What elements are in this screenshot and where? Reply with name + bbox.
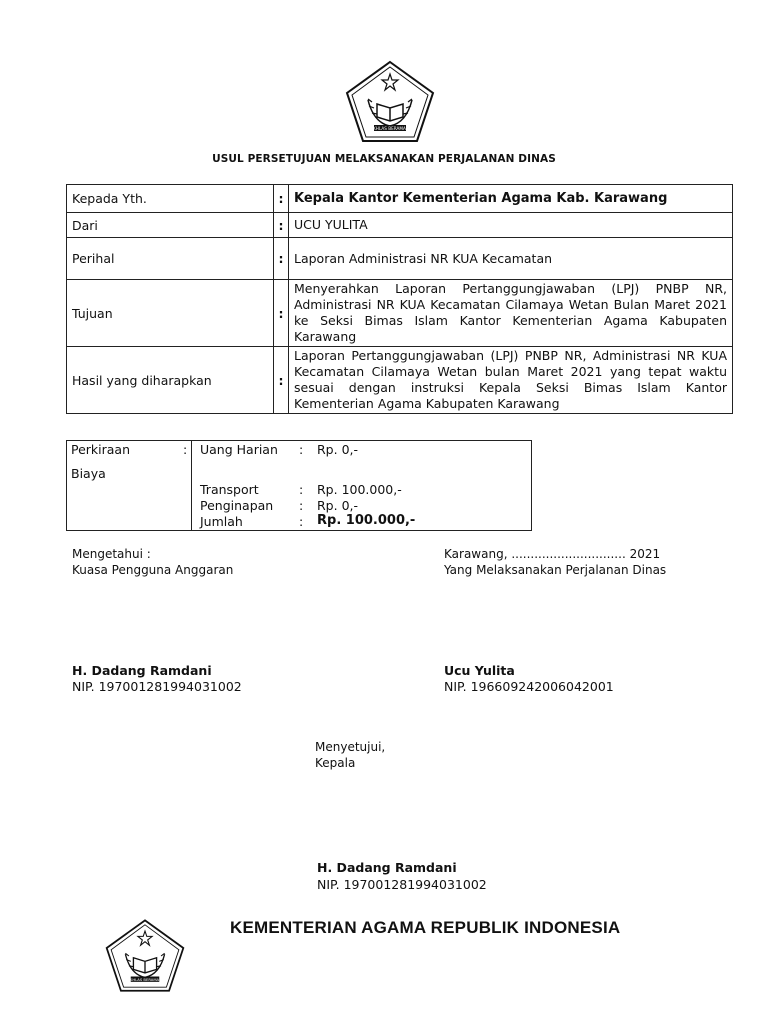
table-row xyxy=(67,185,733,213)
cost-label-line2: Biaya xyxy=(71,466,106,481)
kementerian-agama-logo xyxy=(344,60,436,144)
table-row xyxy=(67,280,733,347)
left-signer-name: H. Dadang Ramdani xyxy=(72,663,212,678)
label-dari: Dari xyxy=(67,213,274,238)
item-transport: Transport xyxy=(200,482,259,497)
ministry-title: KEMENTERIAN AGAMA REPUBLIK INDONESIA xyxy=(230,918,621,937)
label-tujuan: Tujuan xyxy=(67,280,274,347)
item-jumlah: Jumlah xyxy=(200,514,243,529)
item-uang-harian: Uang Harian xyxy=(200,442,278,457)
cost-estimate-box xyxy=(66,440,532,531)
colon: : xyxy=(299,498,304,513)
colon: : xyxy=(299,442,304,457)
amount-transport: Rp. 100.000,- xyxy=(317,482,402,497)
center-sign-line2: Kepala xyxy=(315,756,356,770)
table-row xyxy=(67,238,733,280)
colon: : xyxy=(274,185,289,213)
amount-jumlah: Rp. 100.000,- xyxy=(317,513,416,528)
colon: : xyxy=(274,238,289,280)
logo-motto: IKHLAS BERAMAL xyxy=(371,126,409,131)
colon: : xyxy=(274,280,289,347)
center-signer-name: H. Dadang Ramdani xyxy=(317,860,457,875)
cost-label-line1: Perkiraan xyxy=(71,442,131,457)
right-sign-line2: Yang Melaksanakan Perjalanan Dinas xyxy=(444,563,667,577)
info-table xyxy=(66,184,733,414)
label-hasil: Hasil yang diharapkan xyxy=(67,347,274,414)
table-row xyxy=(67,347,733,414)
colon: : xyxy=(274,347,289,414)
left-signer-nip: NIP. 197001281994031002 xyxy=(72,679,242,694)
kementerian-agama-logo-footer xyxy=(104,918,186,994)
item-penginapan: Penginapan xyxy=(200,498,274,513)
colon: : xyxy=(183,442,188,457)
label-kepada: Kepada Yth. xyxy=(67,185,274,213)
right-sign-line1: Karawang, .............................. 2021 xyxy=(444,547,661,561)
value-tujuan: Menyerahkan Laporan Pertanggungjawaban (LPJ) PNBP NR, Administrasi NR KUA Kecamatan Cilamaya Wetan Bulan Maret 2021 ke Seksi Bimas Islam Kantor Kementerian Agama Kabupaten Karawang xyxy=(289,280,733,347)
logo-motto: IKHLAS BERAMAL xyxy=(128,977,162,982)
colon: : xyxy=(274,213,289,238)
center-signer-nip: NIP. 197001281994031002 xyxy=(317,877,487,892)
amount-penginapan: Rp. 0,- xyxy=(317,498,359,513)
value-perihal: Laporan Administrasi NR KUA Kecamatan xyxy=(289,238,733,280)
right-signer-name: Ucu Yulita xyxy=(444,663,515,678)
colon: : xyxy=(299,514,304,529)
label-perihal: Perihal xyxy=(67,238,274,280)
cost-label-cell xyxy=(67,441,192,530)
value-hasil: Laporan Pertanggungjawaban (LPJ) PNBP NR, Administrasi NR KUA Kecamatan Cilamaya Wetan bulan Maret 2021 yang tepat waktu sesuai dengan instruksi Kepala Seksi Bimas Islam Kantor Kementerian Agama Kabupaten Karawang xyxy=(289,347,733,414)
center-sign-line1: Menyetujui, xyxy=(315,740,386,754)
left-sign-line1: Mengetahui : xyxy=(72,547,151,561)
colon: : xyxy=(299,482,304,497)
right-signer-nip: NIP. 196609242006042001 xyxy=(444,679,614,694)
amount-uang-harian: Rp. 0,- xyxy=(317,442,359,457)
value-dari: UCU YULITA xyxy=(289,213,733,238)
document-title: USUL PERSETUJUAN MELAKSANAKAN PERJALANAN DINAS xyxy=(212,153,556,165)
value-kepada: Kepala Kantor Kementerian Agama Kab. Karawang xyxy=(289,185,733,213)
table-row xyxy=(67,213,733,238)
left-sign-line2: Kuasa Pengguna Anggaran xyxy=(72,563,234,577)
